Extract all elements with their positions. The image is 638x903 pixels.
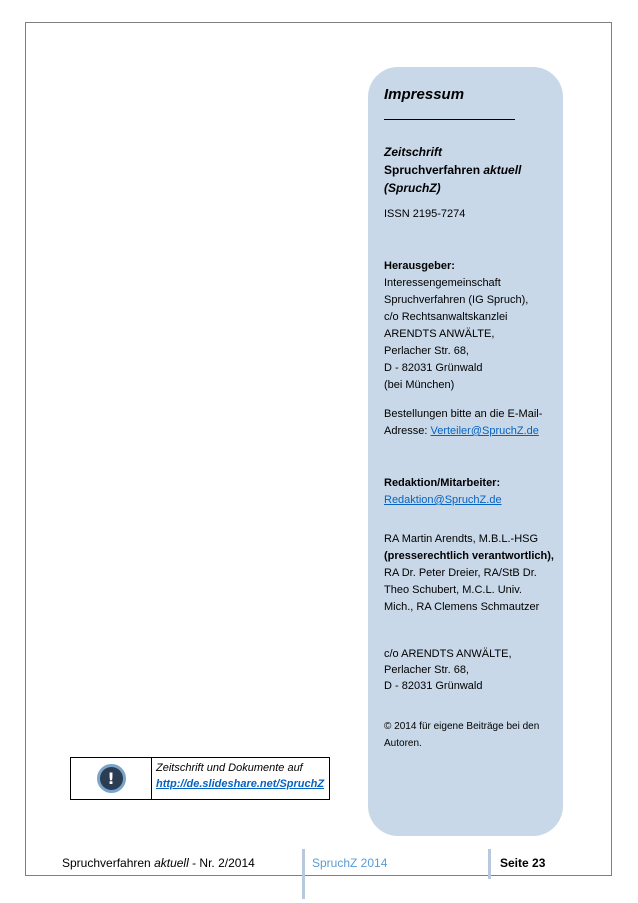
footer-journal: Spruchverfahren aktuell - Nr. 2/2014 [62, 856, 255, 870]
staff-part2: RA Dr. Peter Dreier, RA/StB Dr. Theo Schubert, M.C.L. Univ. Mich., RA Clemens Schmautzer [384, 567, 540, 613]
notice-link[interactable]: http://de.slideshare.net/SpruchZ [156, 778, 325, 790]
page-number: Seite 23 [500, 856, 546, 870]
journal-name: Spruchverfahren aktuell [384, 163, 522, 177]
footer-publication: SpruchZ 2014 [312, 856, 388, 870]
orders-email-link[interactable]: Verteiler@SpruchZ.de [430, 425, 539, 437]
footer-divider [488, 849, 491, 879]
notice-box [70, 757, 330, 800]
staff-responsible: (presserechtlich verantwortlich), [384, 550, 554, 562]
journal-abbrev: (SpruchZ) [384, 181, 441, 195]
footer-divider [302, 849, 305, 899]
notice-text: Zeitschrift und Dokumente auf [156, 762, 303, 774]
address-line: D - 82031 Grünwald [384, 680, 483, 692]
address-block [384, 646, 554, 694]
journal-title [384, 143, 554, 197]
journal-label: Zeitschrift [384, 145, 443, 159]
publisher-block [384, 258, 554, 394]
address-line: c/o ARENDTS ANWÄLTE, [384, 648, 512, 660]
title-divider [384, 119, 515, 120]
publisher-line: ARENDTS ANWÄLTE, [384, 328, 495, 340]
address-line: Perlacher Str. 68, [384, 664, 469, 676]
editorial-heading: Redaktion/Mitarbeiter: [384, 477, 501, 489]
staff-block [384, 531, 554, 616]
publisher-line: D - 82031 Grünwald [384, 362, 483, 374]
copyright: © 2014 für eigene Beiträge bei den Autoren. [384, 721, 540, 749]
publisher-line: (bei München) [384, 379, 455, 391]
publisher-heading: Herausgeber: [384, 260, 455, 272]
editorial-email-link[interactable]: Redaktion@SpruchZ.de [384, 494, 502, 506]
notice-icon-cell [71, 758, 152, 799]
publisher-line: Spruchverfahren (IG Spruch), [384, 294, 529, 306]
notice-text-cell [152, 758, 328, 799]
impressum-title: Impressum [384, 86, 465, 103]
exclamation-icon: ! [97, 764, 126, 793]
publisher-line: Interessengemeinschaft [384, 277, 501, 289]
issn: ISSN 2195-7274 [384, 208, 466, 220]
editorial-block [384, 475, 554, 509]
publisher-line: c/o Rechtsanwaltskanzlei [384, 311, 508, 323]
orders-text: Bestellungen bitte an die E-Mail-Adresse: [384, 408, 543, 437]
publisher-line: Perlacher Str. 68, [384, 345, 469, 357]
staff-part1: RA Martin Arendts, M.B.L.-HSG [384, 533, 539, 545]
orders-block [384, 406, 554, 440]
